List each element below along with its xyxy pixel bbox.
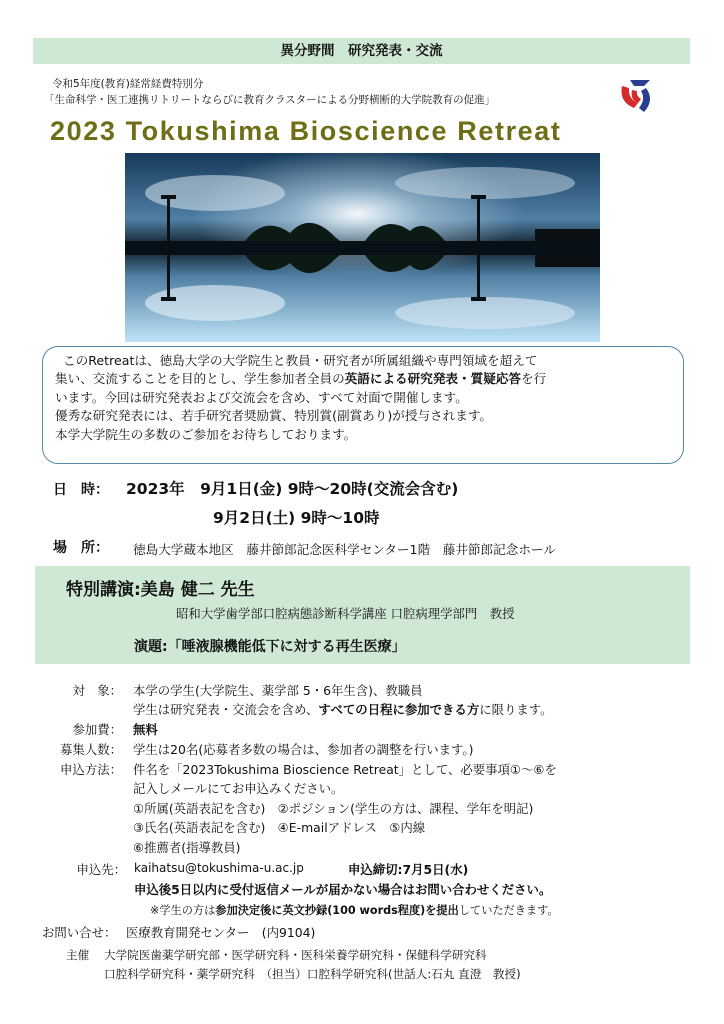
- intro-line-3: います。今回は研究発表および交流会を含め、すべて対面で開催します。: [55, 389, 468, 405]
- apply-to-label: 申込先：: [76, 862, 126, 877]
- intro-line-2: 集い、交流することを目的とし、学生参加者全員の英語による研究発表・質疑応答を行: [55, 371, 547, 387]
- notice: 申込後5日以内に受付返信メールが届かない場合はお問い合わせください。: [134, 882, 552, 897]
- abstract-note: ※学生の方は参加決定後に英文抄録(100 words程度)を提出していただきます。: [150, 904, 559, 917]
- speaker-affiliation: 昭和大学歯学部口腔病態診断科学講座 口腔病理学部門 教授: [176, 606, 515, 621]
- apply-line-1: 件名を「2023Tokushima Bioscience Retreat」として、必要事項①～⑥を: [133, 762, 557, 777]
- contact-value: 医療教育開発センター (内9104): [126, 925, 316, 940]
- event-title: 2023 Tokushima Bioscience Retreat: [50, 116, 562, 146]
- fee-value: 無料: [133, 722, 158, 737]
- date-label: 日 時：: [53, 482, 109, 498]
- intro-line-1: このRetreatは、徳島大学の大学院生と教員・研究者が所属組織や専門領域を超えて: [63, 353, 538, 368]
- intro-line-5: 本学大学院生の多数のご参加をお待ちしております。: [55, 426, 357, 442]
- venue-label: 場 所：: [53, 540, 109, 556]
- subtitle-line-2: 「生命科学・医工連携リトリートならびに教育クラスターによる分野横断的大学院教育の促進」: [44, 94, 496, 106]
- target-line-2: 学生は研究発表・交流会を含め、すべての日程に参加できる方に限ります。: [133, 702, 553, 717]
- reflection-photo: [125, 153, 600, 342]
- subtitle-line-1: 令和5年度(教育)経常経費特別分: [52, 78, 204, 90]
- university-logo-icon: [616, 72, 658, 116]
- organizer-label: 主催: [66, 948, 90, 962]
- target-line-1: 本学の学生(大学院生、薬学部 5・6年生含)、教職員: [133, 683, 423, 698]
- organizer-line-1: 大学院医歯薬学研究部・医学研究科・医科栄養学研究科・保健科学研究科: [104, 948, 487, 962]
- email-link[interactable]: kaihatsu@tokushima-u.ac.jp: [134, 861, 304, 875]
- date-day-2: 9月2日(土) 9時～10時: [213, 509, 380, 527]
- apply-line-4: ③氏名(英語表記を含む) ④E-mailアドレス ⑤内線: [133, 820, 426, 835]
- apply-line-2: 記入しメールにてお申込みください。: [133, 781, 344, 796]
- venue: 徳島大学蔵本地区 藤井節郎記念医科学センター1階 藤井節郎記念ホール: [133, 542, 556, 557]
- intro-box: [42, 346, 684, 464]
- target-label: 対 象：: [72, 683, 122, 698]
- top-banner: 異分野間 研究発表・交流: [33, 38, 690, 64]
- contact-label: お問い合せ：: [42, 925, 117, 940]
- capacity-value: 学生は20名(応募者多数の場合は、参加者の調整を行います。): [133, 742, 474, 757]
- lecture-title: 演題:「唾液腺機能低下に対する再生医療」: [134, 639, 406, 655]
- organizer-line-2: 口腔科学研究科・薬学研究科 （担当）口腔科学研究科(世話人:石丸 直澄 教授): [104, 967, 521, 981]
- date-day-1: 2023年 9月1日(金) 9時～20時(交流会含む): [126, 480, 459, 498]
- apply-line-3: ①所属(英語表記を含む) ②ポジション(学生の方は、課程、学年を明記): [133, 801, 534, 816]
- apply-label: 申込方法：: [60, 762, 122, 777]
- capacity-label: 募集人数：: [60, 742, 122, 757]
- intro-line-4: 優秀な研究発表には、若手研究者奨励賞、特別賞(副賞あり)が授与されます。: [55, 408, 493, 424]
- fee-label: 参加費：: [72, 722, 122, 737]
- deadline: 申込締切:7月5日(水): [348, 862, 469, 877]
- apply-line-5: ⑥推薦者(指導教員): [133, 840, 241, 855]
- speaker-heading: 特別講演:美島 健二 先生: [66, 580, 255, 600]
